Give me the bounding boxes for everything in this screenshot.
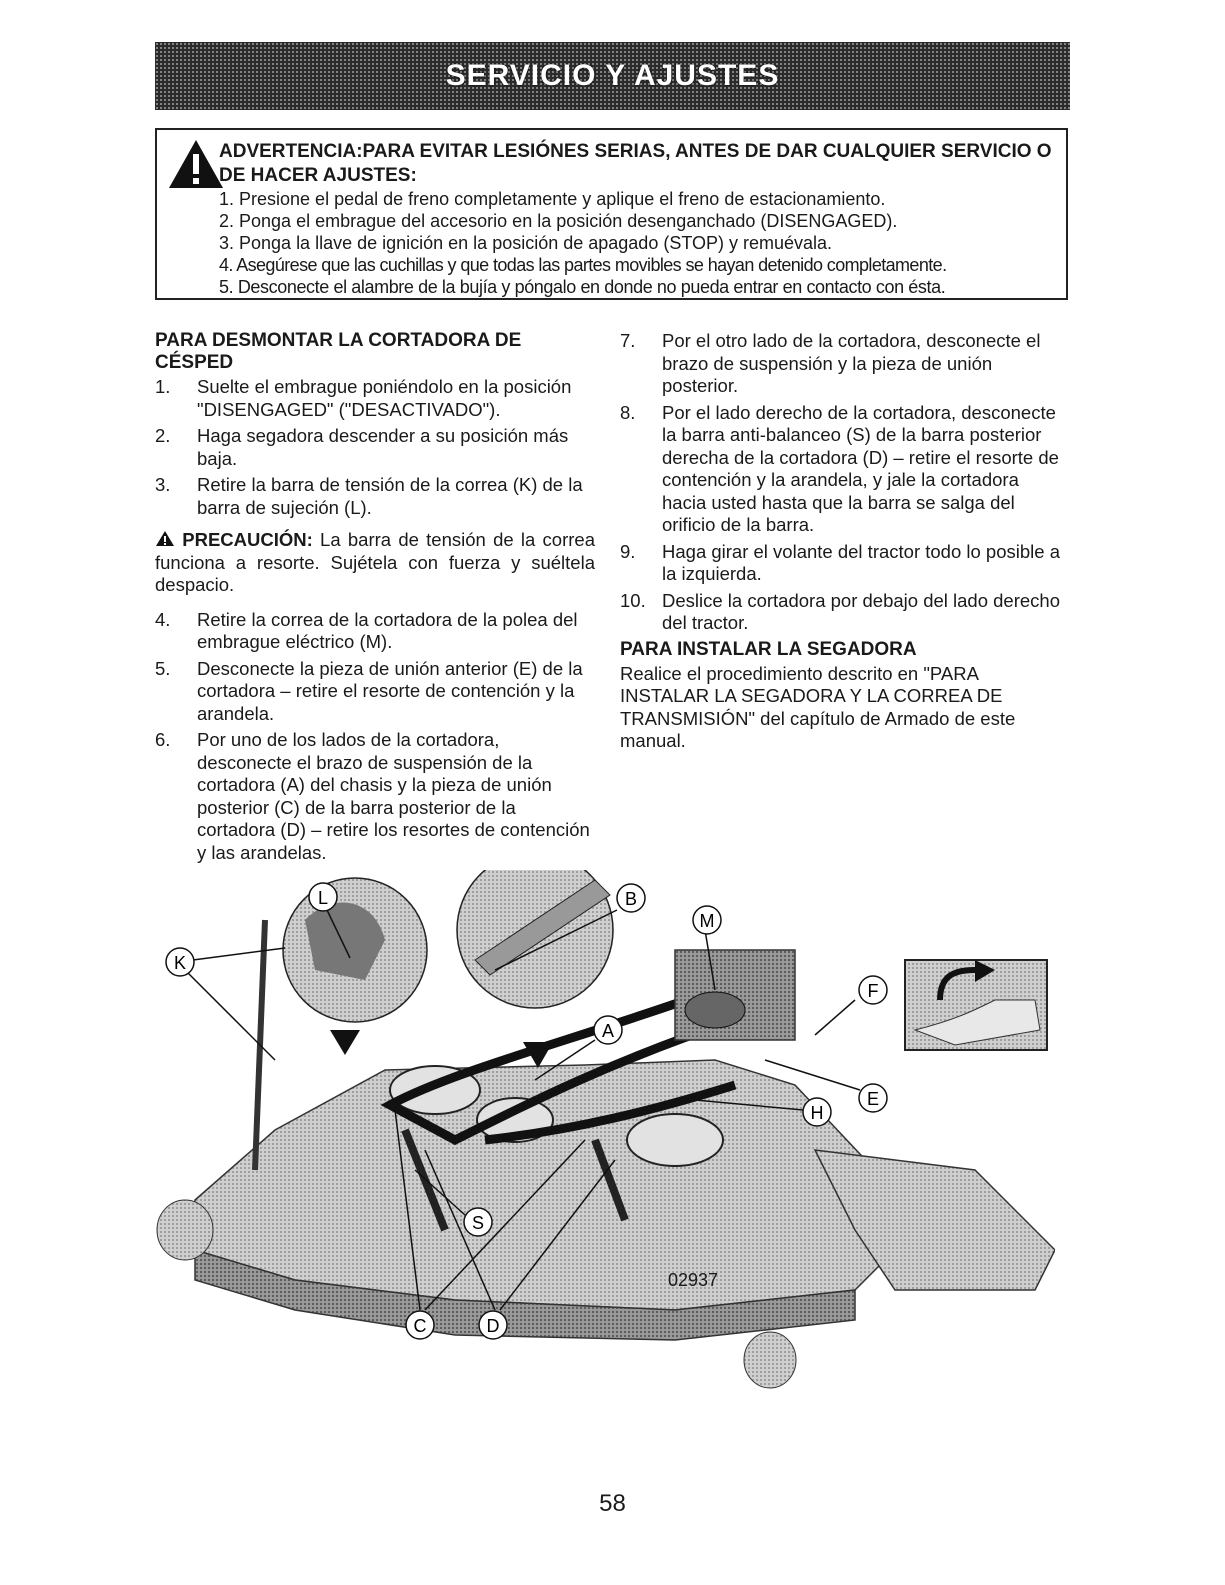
- callout-e-text: E: [866, 1089, 880, 1109]
- callout-a: [594, 1016, 622, 1044]
- caution-note: [155, 529, 595, 597]
- item-number: 3.: [155, 474, 171, 495]
- deck-wheel: [157, 1200, 213, 1260]
- callout-m: [693, 906, 721, 934]
- figure-number: 02937: [668, 1270, 719, 1290]
- callout-m-text: M: [699, 911, 715, 931]
- item-number: 7.: [620, 330, 636, 351]
- callout-h-text: H: [810, 1103, 824, 1123]
- callout-b: [617, 884, 645, 912]
- item-text: Desconecte la pieza de unión anterior (E) de la cortadora – retire el resorte de contención y la arandela.: [197, 657, 583, 724]
- warning-step: 1. Presione el pedal de freno completamente y aplique el freno de estacionamiento.: [219, 189, 886, 209]
- warning-step: 3. Ponga la llave de ignición en la posición de apagado (STOP) y remuévala.: [219, 233, 833, 253]
- item-text: Por el lado derecho de la cortadora, desconecte la barra anti-balanceo (S) de la barra posterior derecha de la cortadora (D) – retire el resorte de contención y la arandela, y jale la cortadora hacia usted hasta que la barra se salga del orificio de la barra.: [662, 401, 1059, 535]
- callout-d: [479, 1311, 507, 1339]
- item-number: 9.: [620, 540, 636, 562]
- list-item: [620, 541, 1060, 586]
- callout-b-text: B: [624, 889, 638, 909]
- item-text: Haga girar el volante del tractor todo lo posible a la izquierda.: [662, 540, 1060, 584]
- list-item: [620, 590, 1060, 635]
- item-text: Haga segadora descender a su posición más baja.: [197, 425, 569, 469]
- install-paragraph: Realice el procedimiento descrito en "PARA INSTALAR LA SEGADORA Y LA CORREA DE TRANSMISIÓN" del capítulo de Armado de este manual.: [620, 662, 1016, 751]
- callout-e: [859, 1084, 887, 1112]
- item-number: 10.: [620, 589, 646, 611]
- item-text: Por el otro lado de la cortadora, desconecte el brazo de suspensión y la pieza de unión posterior.: [662, 330, 1041, 396]
- item-text: Por uno de los lados de la cortadora, desconecte el brazo de suspensión de la cortadora (A) del chasis y la pieza de unión posterior (C) de la barra posterior de la cortadora (D) – retire los resortes de contención y las arandelas.: [197, 729, 590, 863]
- item-number: 5.: [155, 657, 171, 679]
- page-number: 58: [599, 1490, 626, 1517]
- pulley: [627, 1114, 723, 1166]
- list-item: [155, 376, 595, 421]
- warning-step: 2. Ponga el embrague del accesorio en la posición desenganchado (DISENGAGED).: [219, 211, 898, 231]
- warning-step: 4. Asegúrese que las cuchillas y que todas las partes movibles se hayan detenido completamente.: [219, 255, 947, 275]
- item-number: 8.: [620, 401, 636, 423]
- callout-s: [464, 1208, 492, 1236]
- section-banner: [155, 42, 1070, 110]
- callout-s-text: S: [471, 1213, 485, 1233]
- warning-step: 5. Desconecte el alambre de la bujía y póngalo en donde no pueda entrar en contacto con ésta.: [219, 277, 946, 297]
- clutch-pulley: [685, 992, 745, 1028]
- callout-k: [166, 948, 194, 976]
- caution-text: La barra de tensión de la correa funciona a resorte. Sujétela con fuerza y suéltela despacio.: [155, 529, 595, 595]
- section-title: SERVICIO Y AJUSTES: [445, 59, 780, 92]
- list-item: [155, 474, 595, 519]
- right-column: [620, 330, 1060, 753]
- left-column: [155, 330, 595, 868]
- callout-l-text: L: [317, 888, 329, 908]
- install-mower-heading: PARA INSTALAR LA SEGADORA: [620, 638, 917, 660]
- remove-mower-heading: PARA DESMONTAR LA CORTADORA DE CÉSPED: [155, 330, 522, 373]
- electric-clutch: [675, 950, 795, 1040]
- warning-heading: ADVERTENCIA:PARA EVITAR LESIÓNES SERIAS, ANTES DE DAR CUALQUIER SERVICIO O DE HACER AJUSTES:: [219, 141, 1052, 186]
- callout-l: [309, 883, 337, 911]
- item-number: 4.: [155, 608, 171, 630]
- item-text: Deslice la cortadora por debajo del lado derecho del tractor.: [662, 589, 1061, 633]
- warning-box: [155, 128, 1068, 300]
- deck-wheel: [744, 1332, 796, 1388]
- callout-d-text: D: [486, 1316, 500, 1336]
- caution-label: PRECAUCIÓN:: [182, 529, 313, 550]
- pointer-triangle: [330, 1030, 360, 1055]
- list-item: [155, 658, 595, 726]
- callout-c: [406, 1311, 434, 1339]
- callout-f: [859, 976, 887, 1004]
- mower-deck-illustration: [155, 870, 1055, 1430]
- callout-h: [803, 1098, 831, 1126]
- item-number: 6.: [155, 729, 171, 750]
- list-item: [155, 729, 595, 864]
- item-text: Retire la correa de la cortadora de la polea del embrague eléctrico (M).: [197, 608, 578, 652]
- item-text: Suelte el embrague poniéndolo en la posición "DISENGAGED" ("DESACTIVADO").: [197, 376, 572, 420]
- callout-k-text: K: [173, 953, 187, 973]
- item-number: 2.: [155, 425, 171, 446]
- list-item: [155, 609, 595, 654]
- callout-f-text: F: [867, 981, 879, 1001]
- item-text: Retire la barra de tensión de la correa (K) de la barra de sujeción (L).: [197, 474, 583, 518]
- item-number: 1.: [155, 376, 171, 397]
- callout-a-text: A: [601, 1021, 615, 1041]
- warning-triangle-icon: [167, 138, 225, 190]
- caution-triangle-icon: [155, 530, 175, 547]
- list-item: [155, 425, 595, 470]
- warning-steps: [219, 188, 946, 298]
- list-item: [620, 402, 1060, 537]
- list-item: [620, 330, 1060, 398]
- callout-c-text: C: [413, 1316, 427, 1336]
